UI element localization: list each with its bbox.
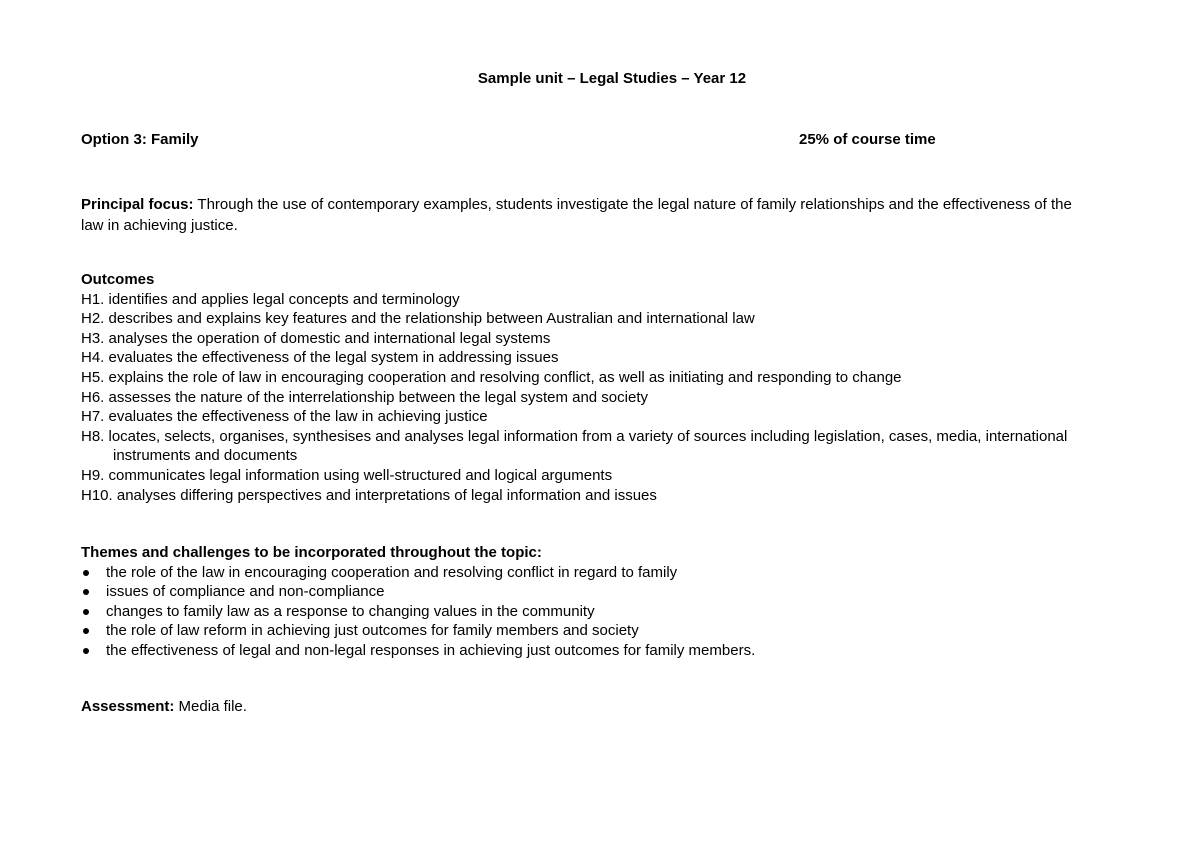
theme-text: the role of the law in encouraging cooperation and resolving conflict in regard to family: [106, 563, 678, 581]
option-row: [81, 131, 1121, 149]
outcome-item: H7. evaluates the effectiveness of the law in achieving justice: [81, 408, 488, 426]
bullet-icon: [83, 628, 89, 634]
outcome-item: H10. analyses differing perspectives and interpretations of legal information and issues: [81, 486, 657, 504]
outcome-item: H2. describes and explains key features and the relationship between Australian and international law: [81, 310, 755, 328]
option-label: Option 3: Family: [81, 131, 199, 148]
theme-text: the effectiveness of legal and non-legal responses in achieving just outcomes for family members.: [106, 641, 756, 659]
outcome-item: H9. communicates legal information using well-structured and logical arguments: [81, 466, 613, 484]
theme-item: [81, 641, 1131, 661]
principal-focus: [81, 194, 1081, 236]
outcome-item: H4. evaluates the effectiveness of the legal system in addressing issues: [81, 349, 559, 367]
outcomes-heading: Outcomes: [81, 271, 155, 288]
themes-heading: Themes and challenges to be incorporated throughout the topic:: [81, 544, 542, 561]
theme-text: issues of compliance and non-compliance: [106, 583, 385, 601]
bullet-icon: [83, 648, 89, 654]
themes-section: [81, 543, 1131, 661]
theme-text: the role of law reform in achieving just outcomes for family members and society: [106, 622, 639, 640]
course-time: 25% of course time: [799, 131, 936, 148]
outcomes-section: [81, 270, 1131, 505]
outcome-item: H1. identifies and applies legal concepts and terminology: [81, 290, 460, 308]
document-title: Sample unit – Legal Studies – Year 12: [477, 70, 747, 87]
theme-item: [81, 563, 1131, 583]
principal-focus-label: Principal focus:: [81, 196, 194, 213]
outcome-item: H8. locates, selects, organises, synthesises and analyses legal information from a variety of sources including legislation, cases, media, international instruments and documents: [81, 427, 1068, 465]
theme-item: [81, 621, 1131, 641]
assessment-text: Media file.: [174, 698, 247, 715]
assessment: [81, 697, 247, 716]
principal-focus-text: Through the use of contemporary examples, students investigate the legal nature of family relationships and the effectiveness of the law in achieving justice.: [81, 196, 1072, 234]
theme-item: [81, 602, 1131, 622]
assessment-label: Assessment:: [81, 698, 175, 715]
bullet-icon: [83, 589, 89, 595]
outcome-item: H3. analyses the operation of domestic and international legal systems: [81, 329, 551, 347]
bullet-icon: [83, 570, 89, 576]
theme-item: [81, 582, 1131, 602]
theme-list: [81, 563, 1131, 661]
bullet-icon: [83, 609, 89, 615]
outcome-list: [81, 290, 1131, 506]
theme-text: changes to family law as a response to changing values in the community: [106, 602, 595, 620]
outcome-item: H5. explains the role of law in encouraging cooperation and resolving conflict, as well as initiating and responding to change: [81, 368, 902, 386]
outcome-item: H6. assesses the nature of the interrelationship between the legal system and society: [81, 388, 648, 406]
